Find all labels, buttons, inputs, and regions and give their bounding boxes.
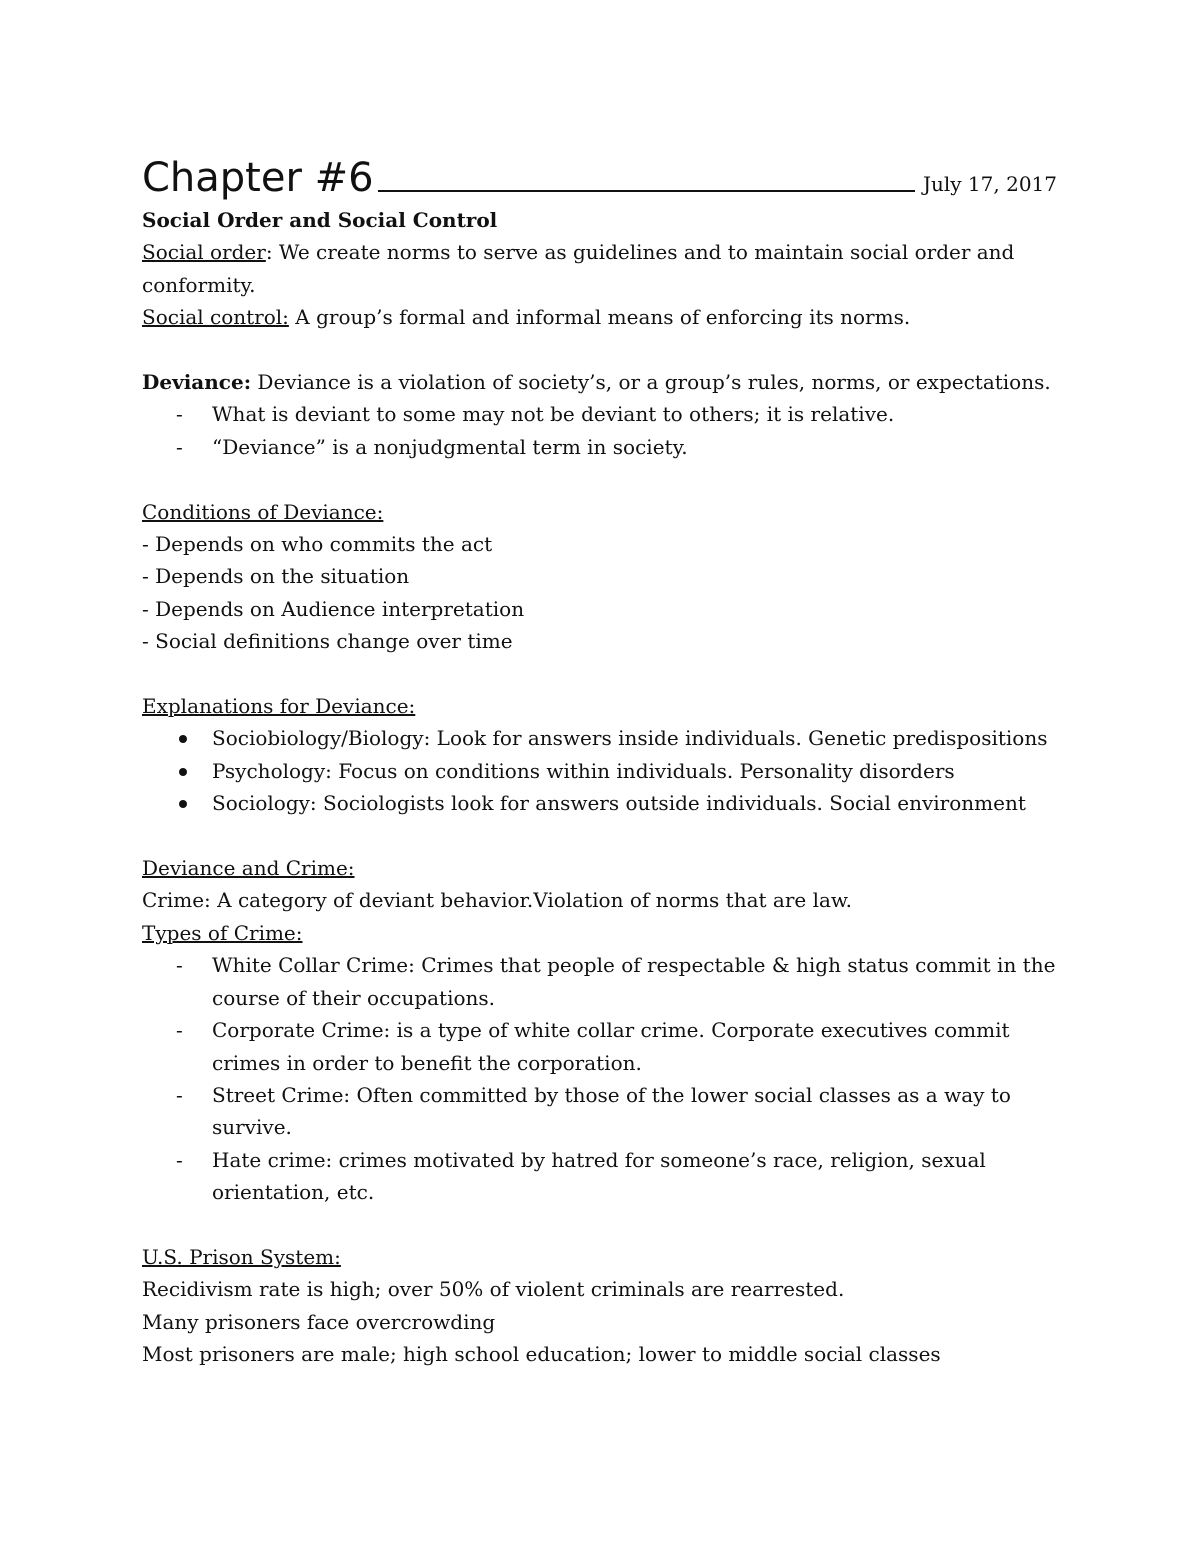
dash-mark: -: [176, 402, 183, 427]
list-item: [142, 431, 1057, 463]
crime-types-heading: Types of Crime:: [142, 920, 303, 945]
list-item: [142, 398, 1057, 430]
list-item-text: What is deviant to some may not be deviant to others; it is relative.: [212, 402, 895, 427]
crime-types-list: [142, 949, 1057, 1208]
dash-mark: -: [176, 1147, 183, 1172]
list-item: - Depends on who commits the act: [142, 532, 493, 557]
prison-line: Many prisoners face overcrowding: [142, 1309, 496, 1334]
social-order-text: : We create norms to serve as guidelines and to maintain social order and conformity.: [142, 240, 1015, 297]
chapter-title: Chapter #6: [142, 155, 374, 201]
explanations-list: [142, 722, 1057, 819]
list-item: [142, 1014, 1057, 1079]
list-item: [142, 722, 1057, 754]
spacer: [142, 820, 1057, 852]
list-item-text: Corporate Crime: is a type of white collar crime. Corporate executives commit crimes in order to benefit the corporation.: [212, 1018, 1010, 1075]
dash-mark: -: [176, 434, 183, 459]
list-item: [142, 1079, 1057, 1144]
social-control-term: Social control:: [142, 305, 289, 330]
prison-line: Recidivism rate is high; over 50% of violent criminals are rearrested.: [142, 1277, 845, 1302]
list-item: [142, 755, 1057, 787]
dash-mark: -: [176, 1082, 183, 1107]
bullet-icon: [179, 735, 187, 743]
list-item-text: Sociobiology/Biology: Look for answers inside individuals. Genetic predispositions: [212, 726, 1048, 751]
crime-heading: Deviance and Crime:: [142, 856, 355, 881]
deviance-text: Deviance is a violation of society’s, or a group’s rules, norms, or expectations.: [251, 370, 1051, 395]
list-item-text: “Deviance” is a nonjudgmental term in society.: [212, 434, 688, 459]
deviance-bullets: [142, 398, 1057, 463]
list-item-text: White Collar Crime: Crimes that people of respectable & high status commit in the course of their occupations.: [212, 953, 1056, 1010]
social-order-definition: [142, 236, 1057, 301]
bullet-icon: [179, 768, 187, 776]
dash-mark: -: [176, 1018, 183, 1043]
list-item-text: Psychology: Focus on conditions within individuals. Personality disorders: [212, 758, 955, 783]
title-underline: [378, 190, 915, 192]
list-item: [142, 1144, 1057, 1209]
social-control-definition: [142, 301, 1057, 333]
spacer: [142, 1209, 1057, 1241]
document-date: July 17, 2017: [922, 172, 1057, 196]
spacer: [142, 334, 1057, 366]
crime-definition: Crime: A category of deviant behavior.Violation of norms that are law.: [142, 888, 853, 913]
document-page: [142, 150, 1057, 1371]
list-item: - Depends on the situation: [142, 564, 410, 589]
page-header: [142, 150, 1057, 201]
conditions-heading: Conditions of Deviance:: [142, 499, 384, 524]
list-item: - Social definitions change over time: [142, 629, 513, 654]
list-item-text: Street Crime: Often committed by those of the lower social classes as a way to survive.: [212, 1082, 1011, 1140]
list-item: - Depends on Audience interpretation: [142, 596, 525, 621]
social-control-text: A group’s formal and informal means of enforcing its norms.: [288, 305, 911, 330]
list-item-text: Sociology: Sociologists look for answers outside individuals. Social environment: [212, 791, 1026, 816]
social-order-term: Social order: [142, 240, 266, 265]
list-item: [142, 787, 1057, 819]
bullet-icon: [179, 800, 187, 808]
deviance-definition: [142, 366, 1057, 398]
spacer: [142, 463, 1057, 495]
explanations-heading: Explanations for Deviance:: [142, 694, 416, 719]
list-item: [142, 949, 1057, 1014]
prison-heading: U.S. Prison System:: [142, 1244, 341, 1269]
dash-mark: -: [176, 953, 183, 978]
spacer: [142, 658, 1057, 690]
deviance-term: Deviance:: [142, 370, 252, 395]
section-title: Social Order and Social Control: [142, 208, 498, 232]
prison-line: Most prisoners are male; high school education; lower to middle social classes: [142, 1342, 941, 1367]
list-item-text: Hate crime: crimes motivated by hatred for someone’s race, religion, sexual orientation, etc.: [212, 1147, 986, 1205]
